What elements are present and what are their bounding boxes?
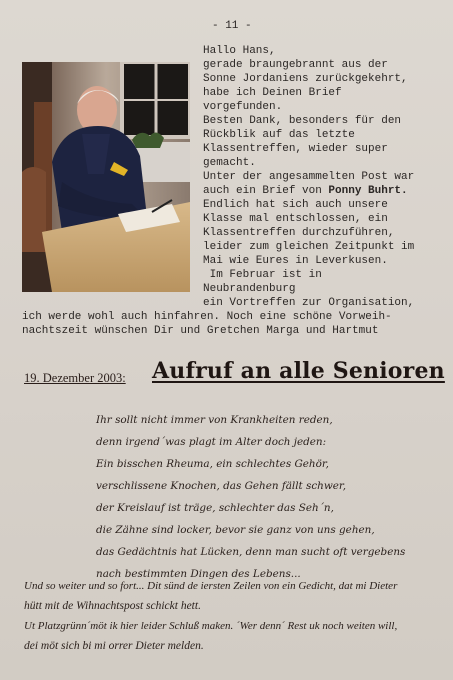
poem-line: Ein bisschen Rheuma, ein schlechtes Gehör, <box>96 458 329 470</box>
letter-line: Endlich hat sich auch unsere <box>203 199 388 211</box>
letter-line: leider zum gleichen Zeitpunkt im <box>203 241 415 253</box>
letter-line: Besten Dank, besonders für den <box>203 115 402 127</box>
poem-line: die Zähne sind locker, bevor sie ganz von uns gehen, <box>96 524 375 536</box>
poem-line: verschlissene Knochen, das Gehen fällt schwer, <box>96 480 347 492</box>
bold-sender-name: Ponny Buhrt. <box>328 185 408 197</box>
poem-line: der Kreislauf ist träge, schlechter das Seh´n, <box>96 502 334 514</box>
page-number: - 11 - <box>212 20 252 32</box>
poem-line: das Gedächtnis hat Lücken, denn man sucht oft vergebens <box>96 546 406 558</box>
closing-line: Und so weiter und so fort... Dit sünd de iersten Zeilen von ein Gedicht, dat mi Dieter <box>24 580 398 592</box>
letter-line: Klasse mal entschlossen, ein <box>203 213 388 225</box>
heading-title: Aufruf an alle Senioren <box>152 358 445 384</box>
photo-man-writing <box>22 62 190 292</box>
letter-line: nachtszeit wünschen Dir und Gretchen Marga und Hartmut <box>22 325 379 337</box>
closing-line: Ut Platzgrünn´möt ik hier leider Schluß maken. ´Wer denn´ Rest uk noch weiten will, <box>24 620 398 632</box>
letter-line: ich werde wohl auch hinfahren. Noch eine schöne Vorweih- <box>22 311 392 323</box>
closing-line: hütt mit de Wihnachtspost schickt hett. <box>24 600 201 612</box>
letter-line: gemacht. <box>203 157 256 169</box>
photo-illustration <box>22 62 190 292</box>
letter-line: habe ich Deinen Brief <box>203 87 342 99</box>
letter-line-with-name <box>203 185 408 199</box>
letter-line: ein Vortreffen zur Organisation, <box>203 297 415 309</box>
letter-line: Sonne Jordaniens zurückgekehrt, <box>203 73 408 85</box>
letter-line: Im Februar ist in <box>203 269 322 281</box>
letter-line: auch ein Brief von <box>203 185 329 197</box>
letter-line: Mai wie Eures in Leverkusen. <box>203 255 388 267</box>
closing-line: dei möt sich bi mi orrer Dieter melden. <box>24 640 204 652</box>
letter-line: Unter der angesammelten Post war <box>203 171 415 183</box>
letter-line: gerade braungebrannt aus der <box>203 59 388 71</box>
letter-line: Hallo Hans, <box>203 45 276 57</box>
letter-line: Rückblik auf das letzte <box>203 129 355 141</box>
heading-date: 19. Dezember 2003: <box>24 371 126 385</box>
poem-line: denn irgend´was plagt im Alter doch jeden: <box>96 436 327 448</box>
poem-line: Ihr sollt nicht immer von Krankheiten reden, <box>96 414 333 426</box>
letter-line: Klassentreffen durchzuführen, <box>203 227 395 239</box>
letter-line: vorgefunden. <box>203 101 283 113</box>
letter-line: Klassentreffen, wieder super <box>203 143 388 155</box>
poem-line: nach bestimmten Dingen des Lebens... <box>96 568 301 580</box>
letter-line: Neubrandenburg <box>203 283 296 295</box>
